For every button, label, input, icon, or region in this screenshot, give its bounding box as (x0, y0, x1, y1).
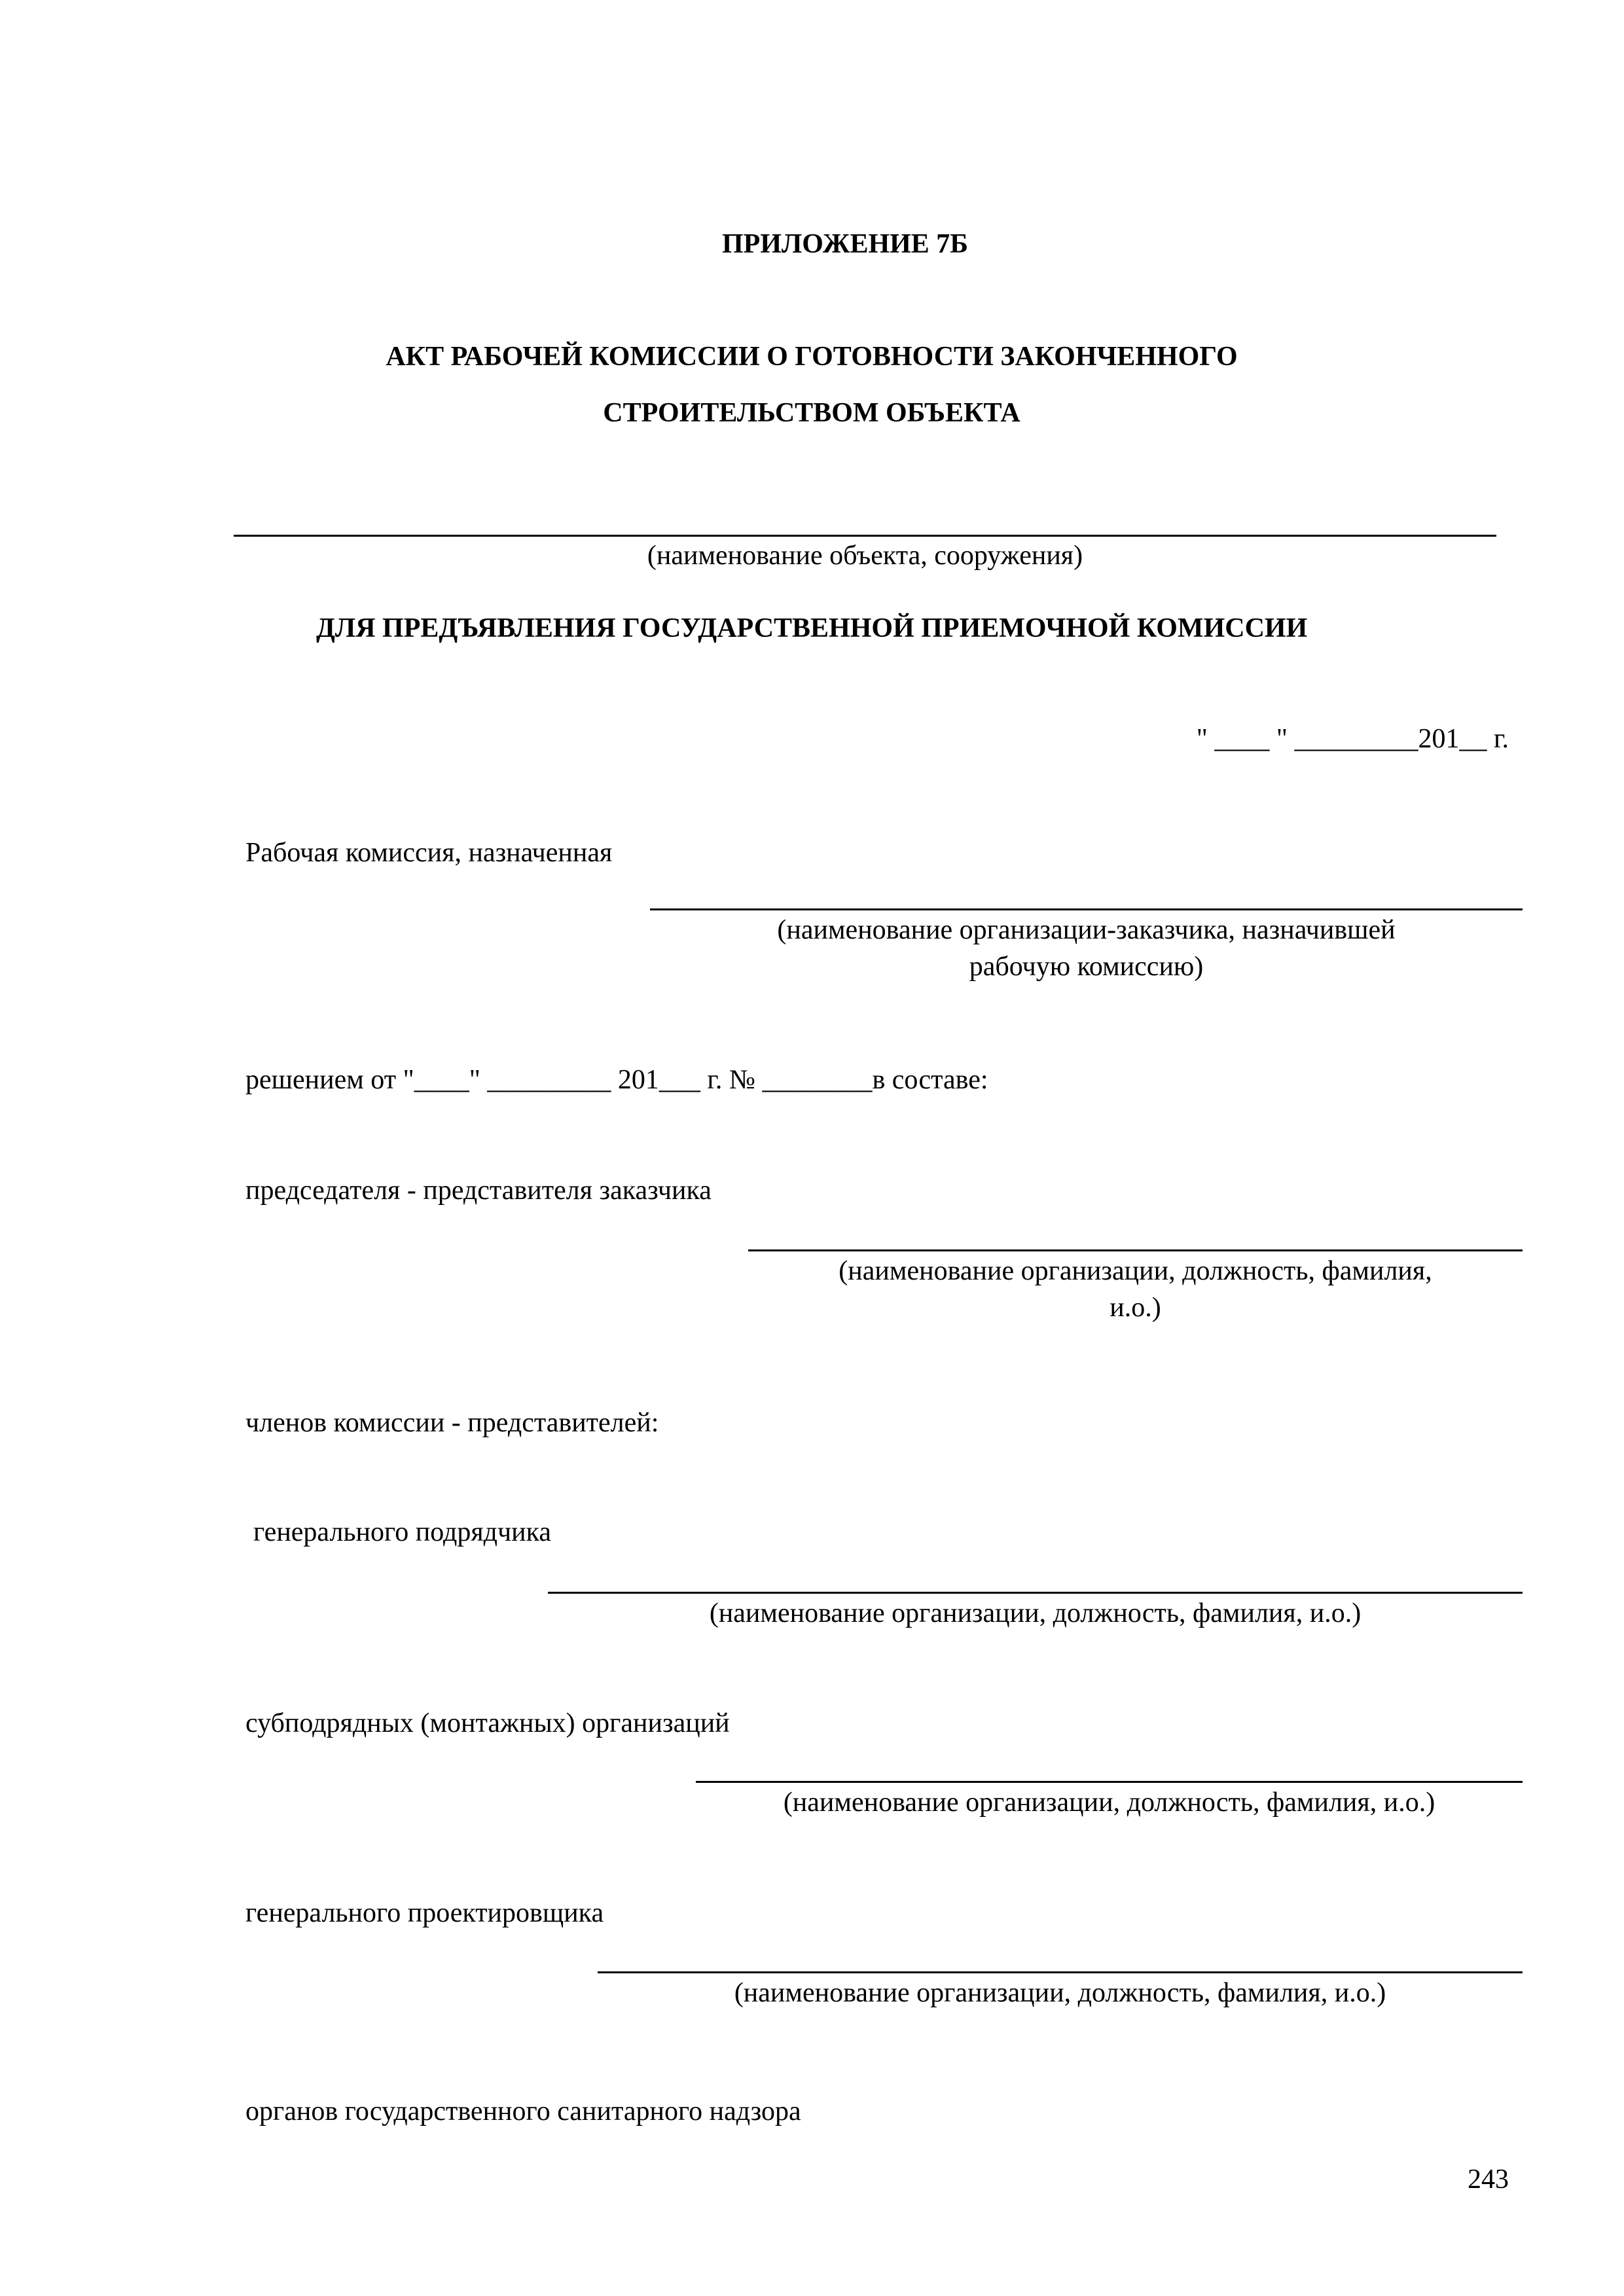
commission-label: Рабочая комиссия, назначенная (245, 838, 613, 868)
subtitle: ДЛЯ ПРЕДЪЯВЛЕНИЯ ГОСУДАРСТВЕННОЙ ПРИЕМОЧНОЙ КОМИССИИ (316, 613, 1308, 643)
commission-caption-1: (наименование организации-заказчика, назначившей (777, 915, 1396, 945)
sanitary-label: органов государственного санитарного надзора (245, 2096, 801, 2126)
appendix-heading: ПРИЛОЖЕНИЕ 7Б (722, 229, 969, 259)
members-label: членов комиссии - представителей: (245, 1408, 659, 1438)
general-designer-label: генерального проектировщика (245, 1898, 604, 1928)
subcontractors-line (696, 1781, 1523, 1783)
subcontractors-caption: (наименование организации, должность, фамилия, и.о.) (783, 1787, 1435, 1818)
object-caption: (наименование объекта, сооружения) (647, 541, 1083, 571)
object-name-line (234, 535, 1496, 537)
commission-org-line (650, 908, 1523, 910)
commission-caption-2: рабочую комиссию) (969, 952, 1204, 982)
general-contractor-line (548, 1592, 1523, 1594)
title-line-1: АКТ РАБОЧЕЙ КОМИССИИ О ГОТОВНОСТИ ЗАКОНЧЕННОГО (386, 342, 1238, 372)
general-contractor-label: генерального подрядчика (253, 1517, 552, 1547)
chairman-caption-1: (наименование организации, должность, фамилия, (839, 1256, 1432, 1286)
subcontractors-label: субподрядных (монтажных) организаций (245, 1708, 730, 1738)
general-designer-caption: (наименование организации, должность, фамилия, и.о.) (734, 1978, 1386, 2008)
title-line-2: СТРОИТЕЛЬСТВОМ ОБЪЕКТА (603, 398, 1020, 428)
chairman-label: председателя - представителя заказчика (245, 1175, 712, 1206)
general-designer-line (598, 1971, 1523, 1973)
chairman-line (748, 1249, 1523, 1251)
decision-line: решением от "____" _________ 201___ г. № ________в составе: (245, 1065, 988, 1095)
chairman-caption-2: и.о.) (1110, 1293, 1161, 1323)
general-contractor-caption: (наименование организации, должность, фамилия, и.о.) (709, 1598, 1362, 1628)
page-number: 243 (1468, 2164, 1509, 2195)
date-line: " ____ " _________201__ г. (1196, 724, 1509, 754)
